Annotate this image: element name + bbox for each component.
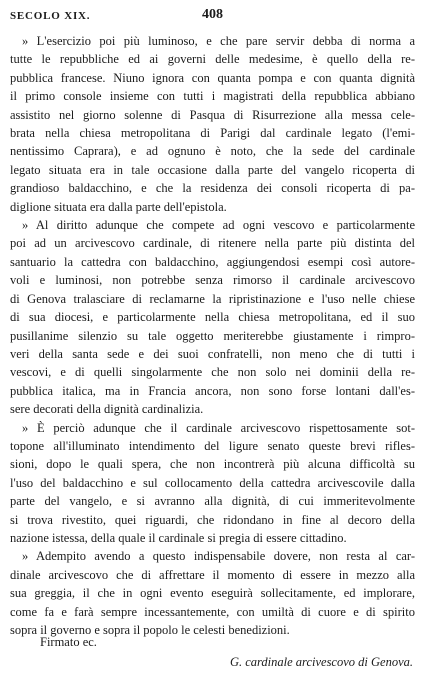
text-line: assistito nel giorno solenne di Pasqua di Risurrezione alla messa cele- <box>10 107 415 122</box>
text-line: nentissimo Caprara), e ad ognuno è noto, che la sede del cardinale <box>10 144 415 159</box>
text-line: pubblica francese. Niuno ignora con quanta pompa e con quanta dignità <box>10 70 415 85</box>
text-line: grandioso baldacchino, e che la residenza dei consoli ricoperta di pa- <box>10 181 415 196</box>
text-line: » È perciò adunque che il cardinale arcivescovo rispettosamente sot- <box>22 420 415 435</box>
paragraph <box>10 216 415 418</box>
text-line: di sua diocesi, e particolarmente nella chiesa metropolitana, ed il suo <box>10 310 415 325</box>
text-line: l'uso del baldacchino e sul collocamento della cattedra arcivescovile dalla <box>10 475 415 490</box>
paragraph <box>10 32 415 216</box>
text-line: » L'esercizio poi più luminoso, e che pare servir debba di norma a <box>22 34 415 48</box>
text-line: dinale arcivescovo che di affrettare il momento di essere in mezzo alla <box>10 567 415 582</box>
text-line: di Genova tralasciare di reclamarne la ripristinazione e l'uso nelle chiese <box>10 291 415 306</box>
text-line: poi ad un arcivescovo cardinale, di ritenere nella parte più distinta del <box>10 236 415 251</box>
text-line: voli e luminosi, non potrebbe senza rimorso il cardinale arcivescovo <box>10 273 415 288</box>
text-line: » Adempito avendo a questo indispensabile dovere, non resta al car- <box>22 549 415 564</box>
text-line: diglione situata era dalla parte dell'epistola. <box>10 199 227 214</box>
signature-line: G. cardinale arcivescovo di Genova. <box>229 655 413 669</box>
text-line: sere decorati della dignità cardinalizia. <box>10 402 204 417</box>
text-line: parte del vangelo, e si avranno alla dignità, di cui immeritevolmente <box>10 494 415 509</box>
text-line: sua greggia, il che in ogni evento eseguirà sollecitamente, ed implorare, <box>10 586 415 601</box>
paragraph <box>10 547 415 639</box>
signed-note: Firmato ec. <box>40 635 97 649</box>
paragraph <box>10 419 415 548</box>
text-line: legato situata era in tale occasione dalla parte del vangelo ricoperta di <box>10 162 415 177</box>
page-number: 408 <box>202 7 223 22</box>
text-line: » Al diritto adunque che compete ad ogni vescovo e particolarmente <box>22 218 415 233</box>
text-line: topone all'illuminato intendimento del ligure senato queste brevi rifles- <box>10 438 415 453</box>
document-body <box>10 32 415 639</box>
running-head: SECOLO XIX. <box>10 10 91 22</box>
text-line: il primo console insieme con tutti i magistrati della repubblica abbiano <box>10 89 415 104</box>
text-line: sioni, dopo le quali spera, che non incontrerà più alcuna difficoltà su <box>10 457 415 472</box>
text-line: si trova rivestito, quei riguardi, che ridondano in fine al decoro della <box>10 512 415 527</box>
text-line: vescovi, e di quelli singolarmente che non solo nei dominii della re- <box>10 365 415 380</box>
text-line: pubblica italica, ma in Francia ancora, non sono forse lontani dall'es- <box>10 383 415 398</box>
text-line: nazione istessa, della quale il cardinale si pregia di essere cittadino. <box>10 530 347 545</box>
text-line: santuario la cattedra con baldacchino, aggiungendosi esempi così autore- <box>10 254 415 269</box>
text-line: sopra il governo e sopra il popolo le celesti benedizioni. <box>10 623 290 637</box>
text-line: veri della santa sede e dei suoi confratelli, non meno che di tutti i <box>10 346 415 361</box>
text-line: tutte le repubbliche ed ai governi delle medesime, è quello della re- <box>10 52 415 67</box>
text-line: brata nella chiesa metropolitana di Parigi dal cardinale legato (l'emi- <box>10 126 415 141</box>
text-line: come fa e farà sempre incessantemente, con umiltà di cuore e di spirito <box>10 604 415 619</box>
text-line: pusillanime silenzio su tale oggetto meriterebbe giustamente i rimpro- <box>10 328 415 343</box>
